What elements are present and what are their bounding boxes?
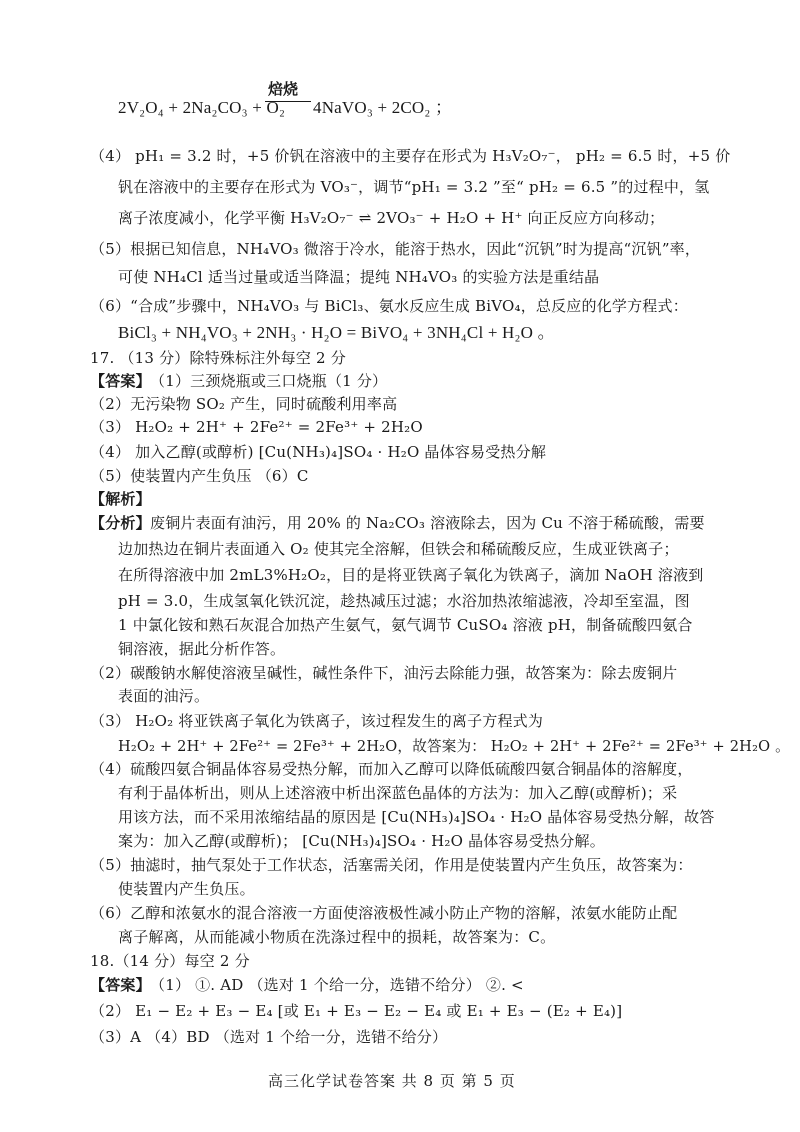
page-footer: 高三化学试卷答案 共 8 页 第 5 页	[268, 1072, 516, 1090]
equation-left: 2V₂O₄ + 2Na₂CO₃ + O₂	[118, 98, 286, 117]
q16-4-line1: （4） pH₁ = 3.2 时，+5 价钒在溶液中的主要存在形式为 H₃V₂O₇⁻， pH₂ = 6.5 时，+5 价	[90, 147, 731, 165]
q18-answer-tag: 【答案】	[90, 976, 151, 994]
q17-answer-1: （1）三颈烧瓶或三口烧瓶（1 分）	[150, 372, 388, 390]
q18-answer-3: （3）A （4）BD （选对 1 个给一分，选错不给分）	[90, 1028, 448, 1046]
q17-part4-line4: 案为：加入乙醇(或醇析)； [Cu(NH₃)₄]SO₄ · H₂O 晶体容易受热分解。	[118, 832, 605, 850]
q17-heading: 17. （13 分）除特殊标注外每空 2 分	[90, 349, 346, 367]
q17-answer-3: （3） H₂O₂ + 2H⁺ + 2Fe²⁺ = 2Fe³⁺ + 2H₂O	[90, 418, 423, 436]
q18-answer-2: （2） E₁ − E₂ + E₃ − E₄ [或 E₁ + E₃ − E₂ − E₄ 或 E₁ + E₃ − (E₂ + E₄)]	[90, 1002, 623, 1020]
q18-answer-1: （1） ①. AD （选对 1 个给一分，选错不给分） ②. <	[150, 976, 524, 994]
q17-part4-line3: 用该方法，而不采用浓缩结晶的原因是 [Cu(NH₃)₄]SO₄ · H₂O 晶体容易受热分解，故答	[118, 808, 715, 826]
q17-fenxi-line3: 在所得溶液中加 2mL3%H₂O₂，目的是将亚铁离子氧化为铁离子，滴加 NaOH 溶液到	[118, 566, 704, 584]
q17-answer-2: （2）无污染物 SO₂ 产生，同时硫酸利用率高	[90, 395, 398, 413]
q16-6-line1: （6）“合成”步骤中，NH₄VO₃ 与 BiCl₃、氨水反应生成 BiVO₄，总反应的化学方程式：	[90, 297, 688, 315]
q16-5-line2: 可使 NH₄Cl 适当过量或适当降温；提纯 NH₄VO₃ 的实验方法是重结晶	[118, 268, 600, 286]
q17-part3-line1: （3） H₂O₂ 将亚铁离子氧化为铁离子，该过程发生的离子方程式为	[90, 712, 544, 730]
q16-5-line1: （5）根据已知信息，NH₄VO₃ 微溶于冷水，能溶于热水，因此“沉钒”时为提高“沉钒”率，	[90, 240, 701, 258]
q17-fenxi-line6: 铜溶液，据此分析作答。	[118, 640, 286, 658]
q17-part4-line1: （4）硫酸四氨合铜晶体容易受热分解，而加入乙醇可以降低硫酸四氨合铜晶体的溶解度，	[90, 760, 693, 778]
q17-answer-5: （5）使装置内产生负压 （6）C	[90, 467, 309, 485]
reaction-arrow	[265, 101, 311, 102]
q17-part3-line2: H₂O₂ + 2H⁺ + 2Fe²⁺ = 2Fe³⁺ + 2H₂O，故答案为： H₂O₂ + 2H⁺ + 2Fe²⁺ = 2Fe³⁺ + 2H₂O 。	[118, 737, 790, 755]
q17-part6-line1: （6）乙醇和浓氨水的混合溶液一方面使溶液极性减小防止产物的溶解，浓氨水能防止配	[90, 904, 678, 922]
q16-4-line3: 离子浓度减小，化学平衡 H₃V₂O₇⁻ ⇌ 2VO₃⁻ + H₂O + H⁺ 向正反应方向移动；	[118, 209, 665, 227]
q17-analysis-tag: 【解析】	[90, 490, 151, 508]
q17-fenxi-tag: 【分析】	[90, 514, 151, 532]
q17-answer-tag: 【答案】	[90, 372, 151, 390]
q16-6-line2: BiCl₃ + NH₄VO₃ + 2NH₃ · H₂O = BiVO₄ + 3NH₄Cl + H₂O 。	[118, 323, 555, 342]
q16-4-line2: 钒在溶液中的主要存在形式为 VO₃⁻，调节“pH₁ = 3.2 ”至“ pH₂ = 6.5 ”的过程中，氢	[118, 178, 710, 196]
q18-heading: 18.（14 分）每空 2 分	[90, 952, 250, 970]
q17-part4-line2: 有利于晶体析出，则从上述溶液中析出深蓝色晶体的方法为：加入乙醇(或醇析)；采	[118, 784, 678, 802]
q17-part5-line1: （5）抽滤时，抽气泵处于工作状态，活塞需关闭，作用是使装置内产生负压，故答案为：	[90, 856, 693, 874]
q17-part2-line1: （2）碳酸钠水解使溶液呈碱性，碱性条件下，油污去除能力强，故答案为：除去废铜片	[90, 664, 678, 682]
q17-part6-line2: 离子解离，从而能减小物质在洗涤过程中的损耗，故答案为：C。	[118, 928, 556, 946]
reaction-condition: 焙烧	[268, 80, 299, 98]
q17-part5-line2: 使装置内产生负压。	[118, 880, 255, 898]
equation-right: 4NaVO₃ + 2CO₂ ；	[313, 98, 453, 117]
q17-fenxi-line5: 1 中氯化铵和熟石灰混合加热产生氨气，氨气调节 CuSO₄ 溶液 pH，制备硫酸四氨合	[118, 616, 693, 634]
q17-fenxi-line4: pH = 3.0，生成氢氧化铁沉淀，趁热减压过滤；水浴加热浓缩滤液，冷却至室温，图	[118, 592, 690, 610]
q17-fenxi-line2: 边加热边在铜片表面通入 O₂ 使其完全溶解，但铁会和稀硫酸反应，生成亚铁离子；	[118, 540, 679, 558]
q17-answer-4: （4） 加入乙醇(或醇析) [Cu(NH₃)₄]SO₄ · H₂O 晶体容易受热分解	[90, 443, 547, 461]
q17-fenxi-line1: 废铜片表面有油污，用 20% 的 Na₂CO₃ 溶液除去，因为 Cu 不溶于稀硫酸，需要	[150, 514, 705, 532]
q17-part2-line2: 表面的油污。	[118, 687, 210, 705]
